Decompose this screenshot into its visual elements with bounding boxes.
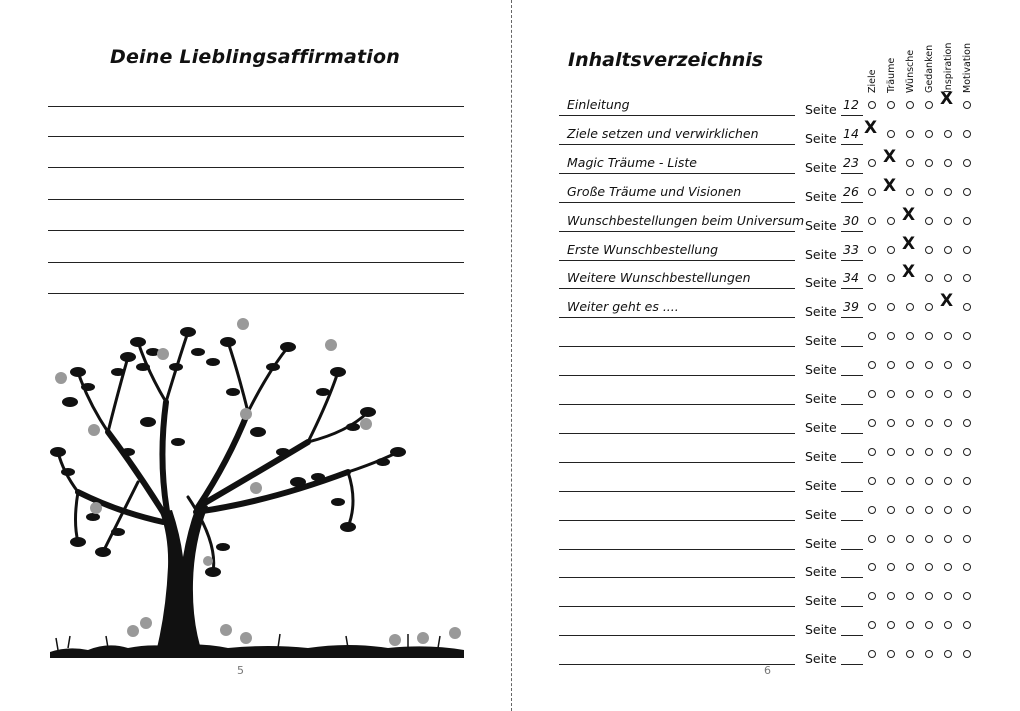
checkbox-circle[interactable] <box>963 159 971 167</box>
checkbox-circle[interactable] <box>944 130 952 138</box>
toc-page-number: 34 <box>843 270 859 286</box>
page-number-line[interactable] <box>841 635 863 636</box>
checkbox-circle[interactable] <box>887 303 895 311</box>
checkbox-circle[interactable] <box>887 217 895 225</box>
checkbox-circle[interactable] <box>868 448 876 456</box>
toc-page-number: 12 <box>843 97 859 112</box>
page-number-line[interactable] <box>841 520 863 521</box>
seite-label: Seite <box>805 362 837 378</box>
cross-mark[interactable]: X <box>902 233 916 254</box>
checkbox-circle[interactable] <box>868 188 876 196</box>
page-number-line[interactable] <box>841 491 863 492</box>
page-number-line[interactable] <box>841 375 863 376</box>
toc-topic: Ziele setzen und verwirklichen <box>567 125 759 141</box>
checkbox-circle[interactable] <box>906 563 914 571</box>
checkbox-circle[interactable] <box>944 419 952 427</box>
seite-label: Seite <box>805 622 837 638</box>
page-number: 5 <box>237 664 244 677</box>
page-number-line[interactable] <box>841 606 863 607</box>
checkbox-circle[interactable] <box>963 303 971 311</box>
toc-page-number: 14 <box>843 125 859 141</box>
checkbox-circle[interactable] <box>887 592 895 600</box>
page-number-line[interactable] <box>841 288 863 289</box>
checkbox-circle[interactable] <box>868 650 876 658</box>
topic-line[interactable] <box>559 144 795 145</box>
checkbox-circle[interactable] <box>868 332 876 340</box>
checkbox-circle[interactable] <box>887 477 895 485</box>
cross-mark[interactable]: X <box>883 146 897 167</box>
checkbox-circle[interactable] <box>944 650 952 658</box>
checkbox-circle[interactable] <box>925 246 933 254</box>
checkbox-circle[interactable] <box>963 650 971 658</box>
topic-line[interactable] <box>559 635 795 636</box>
right-page <box>513 0 1020 711</box>
checkbox-circle[interactable] <box>906 159 914 167</box>
checkbox-circle[interactable] <box>887 101 895 109</box>
page-fold-divider <box>511 0 512 711</box>
page-number-line[interactable] <box>841 404 863 405</box>
column-header: Motivation <box>962 42 973 93</box>
checkbox-circle[interactable] <box>944 390 952 398</box>
checkbox-circle[interactable] <box>944 563 952 571</box>
checkbox-circle[interactable] <box>868 477 876 485</box>
checkbox-circle[interactable] <box>925 419 933 427</box>
topic-line[interactable] <box>559 577 795 578</box>
checkbox-circle[interactable] <box>906 535 914 543</box>
checkbox-circle[interactable] <box>906 650 914 658</box>
checkbox-circle[interactable] <box>868 506 876 514</box>
checkbox-circle[interactable] <box>944 448 952 456</box>
column-header: Inspiration <box>943 42 954 93</box>
checkbox-circle[interactable] <box>963 130 971 138</box>
checkbox-circle[interactable] <box>868 101 876 109</box>
seite-label: Seite <box>805 564 837 580</box>
seite-label: Seite <box>805 217 837 233</box>
checkbox-circle[interactable] <box>963 246 971 254</box>
checkbox-circle[interactable] <box>963 274 971 282</box>
page-number-line[interactable] <box>841 346 863 347</box>
checkbox-circle[interactable] <box>963 563 971 571</box>
checkbox-circle[interactable] <box>906 477 914 485</box>
topic-line[interactable] <box>559 288 795 289</box>
toc-page-number: 33 <box>843 241 859 257</box>
checkbox-circle[interactable] <box>887 506 895 514</box>
toc-row <box>513 204 1020 241</box>
checkbox-circle[interactable] <box>868 390 876 398</box>
checkbox-circle[interactable] <box>906 506 914 514</box>
checkbox-circle[interactable] <box>925 188 933 196</box>
page-number-line[interactable] <box>841 577 863 578</box>
checkbox-circle[interactable] <box>925 332 933 340</box>
seite-label: Seite <box>805 102 837 117</box>
topic-line[interactable] <box>559 173 795 174</box>
checkbox-circle[interactable] <box>868 621 876 629</box>
checkbox-circle[interactable] <box>963 361 971 369</box>
checkbox-circle[interactable] <box>925 361 933 369</box>
page-number-line[interactable] <box>841 664 863 665</box>
page-number-line[interactable] <box>841 173 863 174</box>
checkbox-circle[interactable] <box>887 390 895 398</box>
page-number-line[interactable] <box>841 462 863 463</box>
toc-page-number: 39 <box>843 299 859 315</box>
checkbox-circle[interactable] <box>887 332 895 340</box>
toc-row <box>513 444 1020 472</box>
checkbox-circle[interactable] <box>925 448 933 456</box>
topic-line[interactable] <box>559 346 795 347</box>
toc-page-number: 23 <box>843 154 859 170</box>
checkbox-circle[interactable] <box>925 130 933 138</box>
toc-topic: Erste Wunschbestellung <box>567 241 719 257</box>
column-header: Gedanken <box>924 44 935 93</box>
toc-row <box>513 559 1020 587</box>
seite-label: Seite <box>805 304 837 320</box>
checkbox-circle[interactable] <box>925 303 933 311</box>
checkbox-circle[interactable] <box>906 419 914 427</box>
checkbox-circle[interactable] <box>944 159 952 167</box>
seite-label: Seite <box>805 419 837 435</box>
toc-topic: Weitere Wunschbestellungen <box>567 270 751 286</box>
column-header: Ziele <box>867 69 878 93</box>
toc-topic: Große Träume und Visionen <box>567 183 742 199</box>
seite-label: Seite <box>805 506 837 522</box>
checkbox-circle[interactable] <box>963 419 971 427</box>
checkbox-circle[interactable] <box>925 650 933 658</box>
toc-row <box>513 386 1020 414</box>
checkbox-circle[interactable] <box>868 246 876 254</box>
cross-mark[interactable]: X <box>940 291 954 312</box>
toc-row <box>513 415 1020 443</box>
topic-line[interactable] <box>559 606 795 607</box>
checkbox-circle[interactable] <box>963 101 971 109</box>
page-number-line[interactable] <box>841 115 863 116</box>
toc-row <box>513 531 1020 559</box>
checkbox-circle[interactable] <box>868 592 876 600</box>
seite-label: Seite <box>805 535 837 551</box>
checkbox-circle[interactable] <box>944 535 952 543</box>
page-number: 6 <box>764 664 771 677</box>
topic-line[interactable] <box>559 664 795 665</box>
topic-line[interactable] <box>559 404 795 405</box>
writing-line[interactable] <box>48 262 464 263</box>
checkbox-circle[interactable] <box>925 217 933 225</box>
writing-line[interactable] <box>48 136 464 137</box>
checkbox-circle[interactable] <box>887 361 895 369</box>
page-number-line[interactable] <box>841 144 863 145</box>
checkbox-circle[interactable] <box>925 563 933 571</box>
checkbox-circle[interactable] <box>963 448 971 456</box>
page-number-line[interactable] <box>841 260 863 261</box>
topic-line[interactable] <box>559 317 795 318</box>
writing-line[interactable] <box>48 293 464 294</box>
seite-label: Seite <box>805 246 837 262</box>
toc-row <box>513 233 1020 270</box>
toc-row <box>513 473 1020 501</box>
toc-topic: Magic Träume - Liste <box>567 154 697 170</box>
topic-line[interactable] <box>559 520 795 521</box>
page-number-line[interactable] <box>841 231 863 232</box>
checkbox-circle[interactable] <box>963 188 971 196</box>
topic-line[interactable] <box>559 549 795 550</box>
checkbox-circle[interactable] <box>868 217 876 225</box>
seite-label: Seite <box>805 391 837 406</box>
checkbox-circle[interactable] <box>868 159 876 167</box>
toc-row <box>513 357 1020 385</box>
checkbox-circle[interactable] <box>868 303 876 311</box>
seite-label: Seite <box>805 130 837 146</box>
seite-label: Seite <box>805 477 837 493</box>
toc-topic: Wunschbestellungen beim Universum <box>567 212 805 228</box>
toc-row <box>513 117 1020 154</box>
checkbox-circle[interactable] <box>925 535 933 543</box>
checkbox-circle[interactable] <box>887 650 895 658</box>
toc-row <box>513 617 1020 645</box>
seite-label: Seite <box>805 651 837 667</box>
checkbox-circle[interactable] <box>906 390 914 398</box>
checkbox-circle[interactable] <box>963 592 971 600</box>
checkbox-circle[interactable] <box>906 303 914 311</box>
toc-row <box>513 502 1020 530</box>
writing-line[interactable] <box>48 230 464 231</box>
checkbox-circle[interactable] <box>944 621 952 629</box>
checkbox-circle[interactable] <box>925 621 933 629</box>
checkbox-circle[interactable] <box>887 274 895 282</box>
checkbox-circle[interactable] <box>925 506 933 514</box>
seite-label: Seite <box>805 593 837 609</box>
tree-illustration <box>48 312 466 662</box>
topic-line[interactable] <box>559 115 795 116</box>
toc-row <box>513 588 1020 616</box>
checkbox-circle[interactable] <box>906 448 914 456</box>
checkbox-circle[interactable] <box>944 361 952 369</box>
checkbox-circle[interactable] <box>925 101 933 109</box>
checkbox-circle[interactable] <box>963 217 971 225</box>
checkbox-circle[interactable] <box>906 130 914 138</box>
topic-line[interactable] <box>559 202 795 203</box>
writing-line[interactable] <box>48 106 464 107</box>
checkbox-circle[interactable] <box>868 274 876 282</box>
toc-title: Inhaltsverzeichnis <box>568 49 764 71</box>
checkbox-circle[interactable] <box>944 188 952 196</box>
checkbox-circle[interactable] <box>963 390 971 398</box>
checkbox-circle[interactable] <box>944 506 952 514</box>
checkbox-circle[interactable] <box>868 361 876 369</box>
page-number-line[interactable] <box>841 317 863 318</box>
checkbox-circle[interactable] <box>868 563 876 571</box>
topic-line[interactable] <box>559 260 795 261</box>
checkbox-circle[interactable] <box>925 390 933 398</box>
column-header: Träume <box>886 57 897 93</box>
checkbox-circle[interactable] <box>925 274 933 282</box>
toc-topic: Weiter geht es .... <box>567 299 679 315</box>
topic-line[interactable] <box>559 433 795 434</box>
page-number-line[interactable] <box>841 433 863 434</box>
toc-page-number: 26 <box>843 183 859 199</box>
checkbox-circle[interactable] <box>906 188 914 196</box>
checkbox-circle[interactable] <box>887 621 895 629</box>
topic-line[interactable] <box>559 231 795 232</box>
toc-row <box>513 328 1020 356</box>
topic-line[interactable] <box>559 375 795 376</box>
checkbox-circle[interactable] <box>944 477 952 485</box>
checkbox-circle[interactable] <box>887 563 895 571</box>
writing-line[interactable] <box>48 167 464 168</box>
checkbox-circle[interactable] <box>944 274 952 282</box>
checkbox-circle[interactable] <box>925 477 933 485</box>
page-title: Deine Lieblingsaffirmation <box>110 46 400 68</box>
page-number-line[interactable] <box>841 202 863 203</box>
checkbox-circle[interactable] <box>906 332 914 340</box>
checkbox-circle[interactable] <box>944 217 952 225</box>
checkbox-circle[interactable] <box>963 621 971 629</box>
checkbox-circle[interactable] <box>887 535 895 543</box>
checkbox-circle[interactable] <box>944 592 952 600</box>
page-number-line[interactable] <box>841 549 863 550</box>
topic-line[interactable] <box>559 462 795 463</box>
checkbox-circle[interactable] <box>868 419 876 427</box>
checkbox-circle[interactable] <box>887 448 895 456</box>
checkbox-circle[interactable] <box>944 246 952 254</box>
checkbox-circle[interactable] <box>963 535 971 543</box>
seite-label: Seite <box>805 188 837 204</box>
cross-mark[interactable]: X <box>940 89 954 109</box>
toc-row <box>513 291 1020 327</box>
seite-label: Seite <box>805 448 837 464</box>
checkbox-circle[interactable] <box>887 130 895 138</box>
checkbox-circle[interactable] <box>868 535 876 543</box>
toc-topic: Einleitung <box>567 97 630 112</box>
column-header: Wünsche <box>905 49 916 93</box>
checkbox-circle[interactable] <box>963 477 971 485</box>
topic-line[interactable] <box>559 491 795 492</box>
toc-page-number: 30 <box>843 212 859 228</box>
seite-label: Seite <box>805 159 837 175</box>
writing-line[interactable] <box>48 199 464 200</box>
cross-mark[interactable]: X <box>902 204 916 225</box>
checkbox-circle[interactable] <box>887 246 895 254</box>
checkbox-circle[interactable] <box>944 332 952 340</box>
checkbox-circle[interactable] <box>963 506 971 514</box>
checkbox-circle[interactable] <box>906 361 914 369</box>
cross-mark[interactable]: X <box>902 262 916 283</box>
checkbox-circle[interactable] <box>887 419 895 427</box>
checkbox-circle[interactable] <box>906 592 914 600</box>
cross-mark[interactable]: X <box>883 175 897 196</box>
checkbox-circle[interactable] <box>963 332 971 340</box>
checkbox-circle[interactable] <box>925 592 933 600</box>
checkbox-circle[interactable] <box>925 159 933 167</box>
checkbox-circle[interactable] <box>906 621 914 629</box>
toc-row <box>513 175 1020 212</box>
toc-row <box>513 89 1020 125</box>
seite-label: Seite <box>805 275 837 291</box>
toc-row <box>513 146 1020 183</box>
cross-mark[interactable]: X <box>864 117 878 138</box>
checkbox-circle[interactable] <box>906 101 914 109</box>
seite-label: Seite <box>805 333 837 349</box>
